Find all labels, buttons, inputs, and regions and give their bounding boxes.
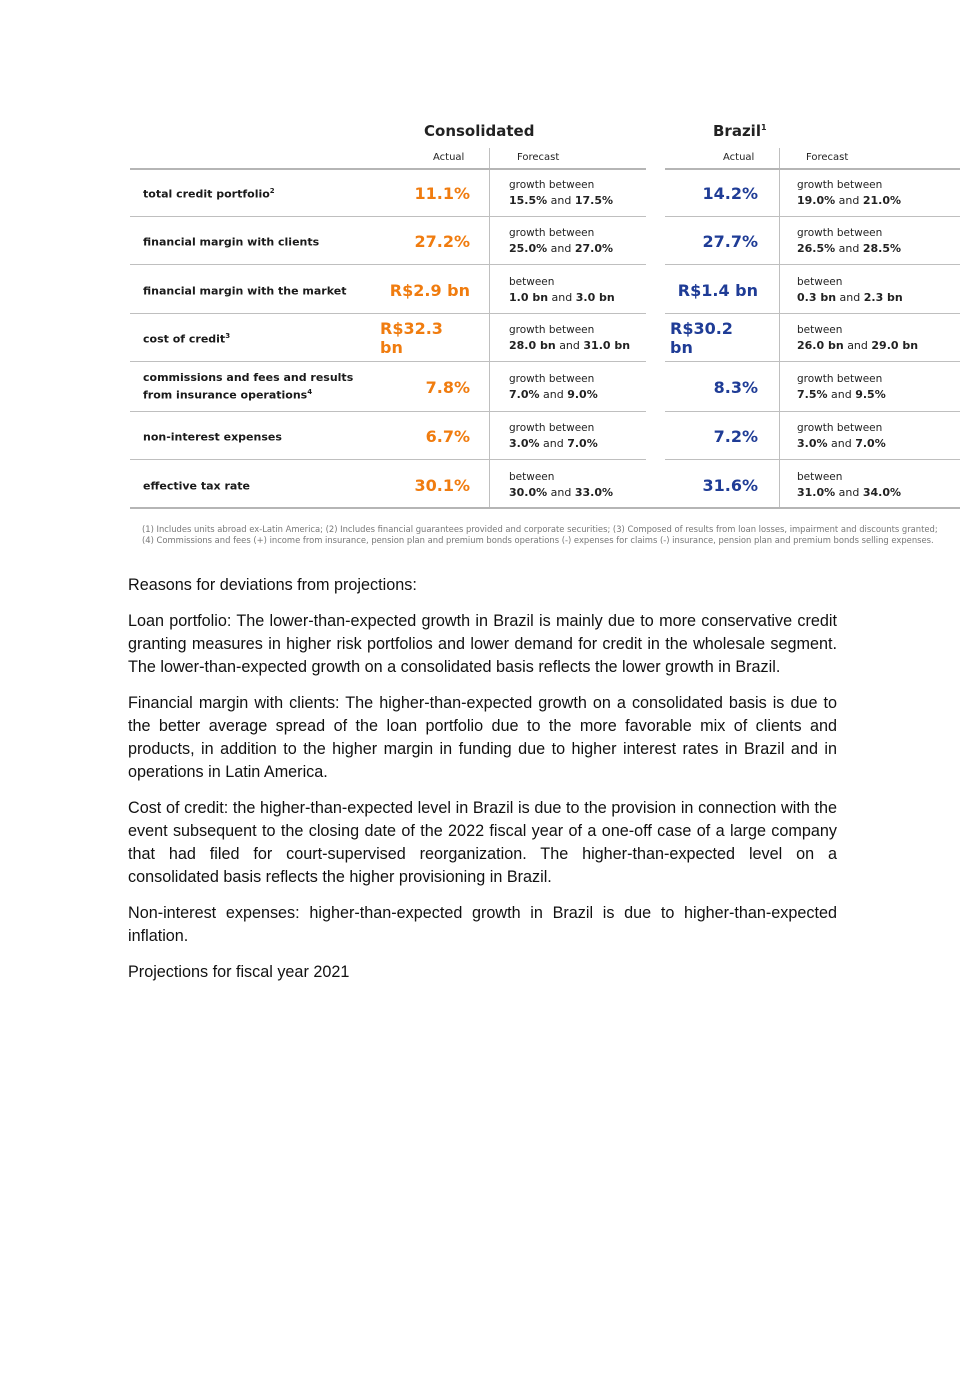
paragraph-non-interest-expenses: Non-interest expenses: higher-than-expected growth in Brazil is due to higher-than-expected inflation.: [128, 904, 837, 945]
cons-forecast: growth between 3.0% and 7.0%: [509, 422, 598, 450]
header-consolidated: Consolidated: [424, 122, 535, 140]
cons-forecast: between 1.0 bn and 3.0 bn: [509, 276, 615, 304]
br-actual-value: R$1.4 bn: [677, 280, 758, 300]
table-row: [130, 217, 960, 265]
table-row: [130, 412, 960, 460]
cons-actual-value: 27.2%: [414, 231, 470, 251]
row-label: commissions and fees and results from insurance operations$^4$: [143, 371, 354, 402]
cons-actual-value: R$32.3 bn: [380, 319, 443, 357]
br-actual-value: 27.7%: [702, 231, 758, 251]
br-forecast: between 26.0 bn and 29.0 bn: [797, 324, 919, 352]
paragraph-cost-of-credit: Cost of credit: the higher-than-expected level in Brazil is due to the provision in connection with the event subsequent to the closing date of the 2022 fiscal year of a one-off case of a large company that had filed for court-supervised reorganization. The higher-than-expected level on a consolidated basis reflects the higher provisioning in Brazil.: [128, 799, 837, 886]
cons-forecast: growth between 28.0 bn and 31.0 bn: [509, 324, 631, 352]
footnote-line: (1) Includes units abroad ex-Latin America; (2) Includes financial guarantees provided and corporate securities; (3) Composed of results from loan losses, impairment and discounts granted;: [142, 524, 938, 534]
br-actual-value: 31.6%: [702, 475, 758, 495]
row-rule: [130, 361, 646, 362]
paragraph-financial-margin: Financial margin with clients: The higher-than-expected growth on a consolidated basis is due to the better average spread of the loan portfolio due to the more favorable mix of clients and products, in addition to the higher margin in funding due to higher interest rates in Brazil and in operations in Latin America.: [128, 694, 837, 781]
subheader-br-forecast: Forecast: [806, 152, 849, 163]
row-rule: [130, 264, 646, 265]
br-forecast: between 31.0% and 34.0%: [797, 471, 902, 499]
cons-forecast: between 30.0% and 33.0%: [509, 471, 614, 499]
row-rule: [665, 459, 960, 460]
cons-forecast: growth between 15.5% and 17.5%: [509, 179, 614, 207]
br-forecast: between 0.3 bn and 2.3 bn: [797, 276, 903, 304]
subheader-cons-forecast: Forecast: [517, 152, 560, 163]
table-row: [130, 314, 960, 362]
row-label: financial margin with clients: [143, 235, 320, 249]
cons-actual-value: R$2.9 bn: [389, 280, 470, 300]
cons-actual-value: 7.8%: [425, 377, 470, 397]
row-rule: [665, 361, 960, 362]
row-label: non-interest expenses: [143, 430, 282, 444]
br-forecast: growth between 19.0% and 21.0%: [797, 179, 902, 207]
header-brazil: Brazil$^1$: [713, 122, 767, 140]
projections-table: [130, 118, 960, 518]
body-text: [128, 574, 837, 997]
table-row: [130, 363, 960, 411]
row-label: cost of credit$^3$: [143, 332, 231, 346]
table-row: [130, 461, 960, 509]
cons-actual-value: 6.7%: [425, 426, 470, 446]
br-actual-value: 14.2%: [702, 183, 758, 203]
table-footnotes: [142, 524, 942, 546]
cons-actual-value: 30.1%: [414, 475, 470, 495]
cons-forecast: growth between 7.0% and 9.0%: [509, 373, 598, 401]
br-actual-value: 8.3%: [713, 377, 758, 397]
row-label: total credit portfolio$^2$: [143, 187, 275, 201]
table-row: [130, 266, 960, 314]
footnote-line: (4) Commissions and fees (+) income from insurance, pension plan and premium bonds operations (-) expenses for claims (-) insurance, pension plan and premium bonds selling expenses.: [142, 535, 934, 545]
cons-forecast: growth between 25.0% and 27.0%: [509, 227, 614, 255]
br-forecast: growth between 7.5% and 9.5%: [797, 373, 886, 401]
br-actual-value: R$30.2 bn: [670, 319, 733, 357]
br-forecast: growth between 26.5% and 28.5%: [797, 227, 902, 255]
paragraph-loan-portfolio: Loan portfolio: The lower-than-expected growth in Brazil is mainly due to more conservative credit granting measures in higher risk portfolios and lower demand for credit in the wholesale segment. The lower-than-expected growth on a consolidated basis reflects the lower growth in Brazil.: [128, 612, 837, 676]
br-actual-value: 7.2%: [713, 426, 758, 446]
row-rule: [665, 264, 960, 265]
subheader-cons-actual: Actual: [433, 152, 465, 163]
row-rule: [130, 459, 646, 460]
table-row: [130, 169, 960, 217]
row-label: financial margin with the market: [143, 284, 347, 298]
row-label: effective tax rate: [143, 479, 251, 493]
paragraph-reasons-heading: Reasons for deviations from projections:: [128, 576, 417, 594]
cons-actual-value: 11.1%: [414, 183, 470, 203]
rule-bottom: [130, 507, 960, 509]
br-forecast: growth between 3.0% and 7.0%: [797, 422, 886, 450]
paragraph-projections-heading: Projections for fiscal year 2021: [128, 963, 350, 981]
subheader-br-actual: Actual: [723, 152, 755, 163]
